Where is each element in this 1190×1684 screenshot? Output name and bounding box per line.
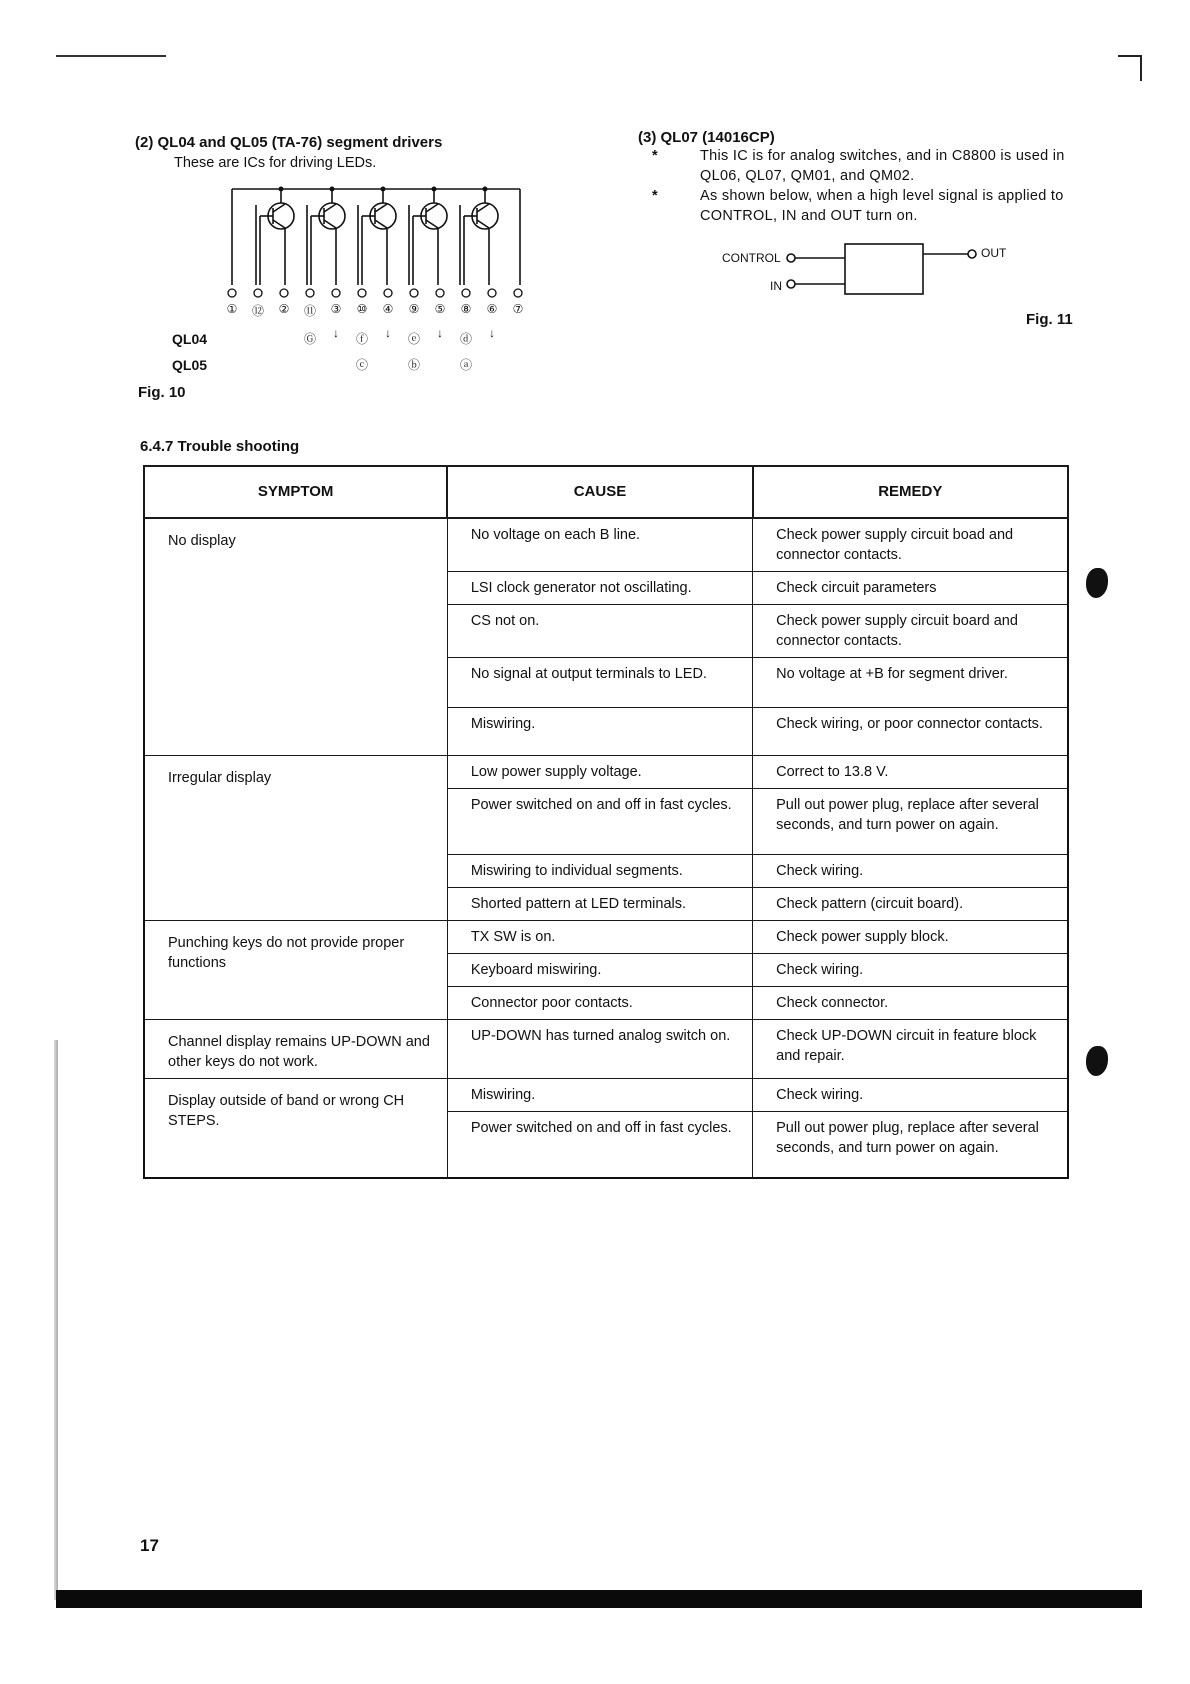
- pin-number: ⑪: [303, 304, 316, 318]
- ql04-segment-mark: Ⓖ: [303, 332, 316, 346]
- section3-title: (3) QL07 (14016CP): [638, 129, 775, 146]
- section3-bullet: [652, 186, 1100, 226]
- remedy-cell: Check pattern (circuit board).: [753, 888, 1068, 921]
- binding-hole-mark: [1086, 1046, 1108, 1076]
- ql04-segment-mark: ⓓ: [459, 332, 472, 346]
- pin-number: ⑥: [486, 302, 498, 316]
- cause-cell: Miswiring.: [447, 708, 752, 756]
- ql05-segment-mark: ⓐ: [459, 358, 472, 372]
- table-row: [144, 756, 1068, 789]
- section3-bullet: [652, 146, 1100, 186]
- pin-number: ②: [278, 302, 290, 316]
- cause-cell: Miswiring.: [447, 1079, 752, 1112]
- pin-number: ④: [382, 302, 394, 316]
- ql04-segment-mark: ↓: [333, 326, 339, 340]
- in-terminal-label: IN: [770, 279, 782, 293]
- pin-number: ⑦: [512, 302, 524, 316]
- section3-bullet-text: This IC is for analog switches, and in C8800 is used in QL06, QL07, QM01, and QM02.: [700, 148, 1065, 184]
- cause-cell: Power switched on and off in fast cycles.: [447, 789, 752, 855]
- bullet-marker: *: [652, 188, 658, 204]
- cause-cell: CS not on.: [447, 605, 752, 658]
- bullet-marker: *: [652, 148, 658, 164]
- pin-number: ①: [226, 302, 238, 316]
- pin-number: ③: [330, 302, 342, 316]
- segment-driver-schematic: [215, 183, 525, 295]
- ql04-segment-mark: ↓: [385, 326, 391, 340]
- trouble-shooting-heading: 6.4.7 Trouble shooting: [140, 438, 300, 455]
- page-number: 17: [140, 1536, 159, 1555]
- corner-mark-right: [1118, 55, 1142, 57]
- cause-cell: TX SW is on.: [447, 921, 752, 954]
- section3-bullet-text: As shown below, when a high level signal is applied to CONTROL, IN and OUT turn on.: [700, 188, 1064, 224]
- control-terminal-label: CONTROL: [722, 251, 781, 265]
- table-row: [144, 921, 1068, 954]
- remedy-cell: Pull out power plug, replace after several seconds, and turn power on again.: [753, 789, 1068, 855]
- remedy-header: REMEDY: [753, 466, 1068, 518]
- table-row: [144, 1020, 1068, 1079]
- corner-mark-right-vertical: [1140, 55, 1142, 81]
- fig10-caption: Fig. 10: [138, 384, 186, 401]
- remedy-cell: Check power supply circuit boad and connector contacts.: [753, 518, 1068, 572]
- remedy-cell: No voltage at +B for segment driver.: [753, 658, 1068, 708]
- ql05-label: QL05: [172, 357, 208, 373]
- symptom-header: SYMPTOM: [144, 466, 447, 518]
- ql04-segment-mark: ↓: [437, 326, 443, 340]
- out-terminal-label: OUT: [981, 246, 1007, 260]
- cause-cell: Low power supply voltage.: [447, 756, 752, 789]
- remedy-cell: Check wiring.: [753, 954, 1068, 987]
- ql04-label: QL04: [172, 331, 208, 347]
- pin-number: ⑩: [356, 302, 368, 316]
- symptom-cell: Punching keys do not provide proper functions: [144, 921, 447, 1020]
- cause-cell: Power switched on and off in fast cycles.: [447, 1112, 752, 1178]
- page-bottom-bar: [56, 1590, 1142, 1608]
- table-header-row: [144, 466, 1068, 518]
- remedy-cell: Check power supply block.: [753, 921, 1068, 954]
- ql05-segment-mark: ⓑ: [407, 358, 420, 372]
- pin-number: ⑤: [434, 302, 446, 316]
- fig11-caption: Fig. 11: [1026, 311, 1073, 328]
- cause-cell: Connector poor contacts.: [447, 987, 752, 1020]
- remedy-cell: Correct to 13.8 V.: [753, 756, 1068, 789]
- cause-cell: UP-DOWN has turned analog switch on.: [447, 1020, 752, 1079]
- remedy-cell: Check UP-DOWN circuit in feature block and repair.: [753, 1020, 1068, 1079]
- pin-number: ⑧: [460, 302, 472, 316]
- scan-edge-shadow: [54, 1040, 58, 1600]
- analog-switch-diagram: [783, 240, 983, 298]
- cause-cell: No voltage on each B line.: [447, 518, 752, 572]
- remedy-cell: Pull out power plug, replace after several seconds, and turn power on again.: [753, 1112, 1068, 1178]
- cause-cell: Miswiring to individual segments.: [447, 855, 752, 888]
- remedy-cell: Check power supply circuit board and connector contacts.: [753, 605, 1068, 658]
- section2-title: (2) QL04 and QL05 (TA-76) segment drivers: [135, 134, 443, 151]
- remedy-cell: Check wiring.: [753, 1079, 1068, 1112]
- remedy-cell: Check connector.: [753, 987, 1068, 1020]
- table-row: [144, 1079, 1068, 1112]
- pin-number: ⑨: [408, 302, 420, 316]
- cause-header: CAUSE: [447, 466, 752, 518]
- trouble-shooting-table: [143, 465, 1069, 1179]
- ql05-segment-mark: ⓒ: [355, 358, 368, 372]
- table-row: [144, 518, 1068, 572]
- ql04-segment-mark: ⓔ: [407, 332, 420, 346]
- remedy-cell: Check wiring.: [753, 855, 1068, 888]
- symptom-cell: Irregular display: [144, 756, 447, 921]
- pin-number: ⑫: [251, 304, 264, 318]
- ql04-segment-mark: ⓕ: [355, 332, 368, 346]
- cause-cell: No signal at output terminals to LED.: [447, 658, 752, 708]
- ql04-segment-mark: ↓: [489, 326, 495, 340]
- symptom-cell: Display outside of band or wrong CH STEPS.: [144, 1079, 447, 1178]
- symptom-cell: No display: [144, 518, 447, 756]
- remedy-cell: Check wiring, or poor connector contacts.: [753, 708, 1068, 756]
- remedy-cell: Check circuit parameters: [753, 572, 1068, 605]
- cause-cell: LSI clock generator not oscillating.: [447, 572, 752, 605]
- section2-subtitle: These are ICs for driving LEDs.: [174, 155, 377, 171]
- corner-mark-left: [56, 55, 166, 57]
- cause-cell: Keyboard miswiring.: [447, 954, 752, 987]
- symptom-cell: Channel display remains UP-DOWN and other keys do not work.: [144, 1020, 447, 1079]
- binding-hole-mark: [1086, 568, 1108, 598]
- cause-cell: Shorted pattern at LED terminals.: [447, 888, 752, 921]
